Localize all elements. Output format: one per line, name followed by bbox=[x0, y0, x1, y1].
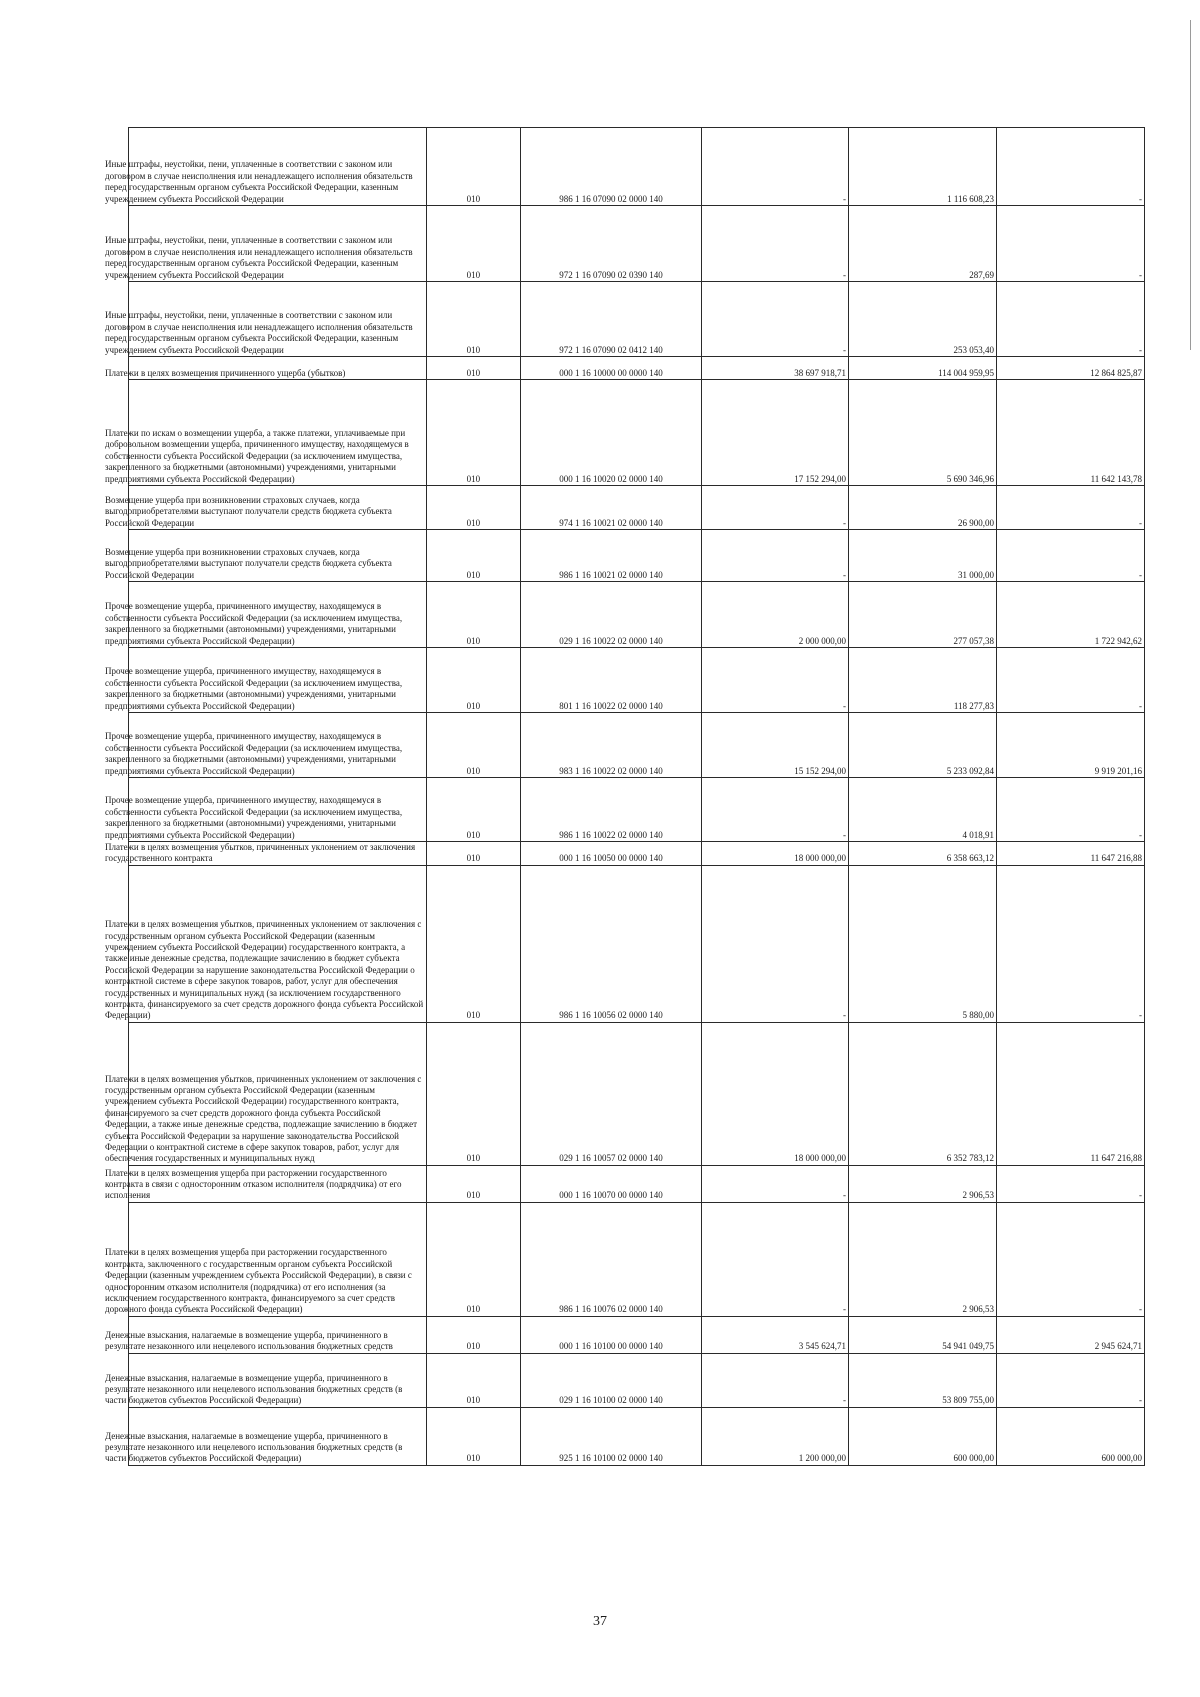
row-name-cell bbox=[105, 865, 427, 1022]
row-name-text: Платежи по искам о возмещении ущерба, а также платежи, уплачиваемые при добровольном возмещении ущерба, причиненного имуществу, находящемуся в собственности субъекта Российской Федерации (за исключением имущества, закрепленного за бюджетными (автономными) учреждениями, унитарными предприятиями субъекта Российской Федерации) bbox=[105, 427, 409, 484]
row-planned-amount-cell: - bbox=[702, 206, 849, 282]
row-planned-amount-cell: - bbox=[702, 530, 849, 582]
row-unexecuted-amount-cell: - bbox=[997, 128, 1145, 206]
table-row bbox=[129, 865, 1145, 1022]
row-name-text: Прочее возмещение ущерба, причиненного имуществу, находящемуся в собственности субъекта Российской Федерации (за исключением имущества, закрепленного за бюджетными (автономными) учреждениями, унитарными предприятиями субъекта Российской Федерации) bbox=[105, 795, 403, 840]
row-name-cell bbox=[105, 1202, 427, 1316]
row-line-code-cell: 010 bbox=[427, 1353, 521, 1407]
table-row bbox=[129, 648, 1145, 713]
row-name-cell bbox=[105, 778, 427, 842]
row-planned-amount-cell: 2 000 000,00 bbox=[702, 582, 849, 648]
row-name-cell bbox=[105, 1316, 427, 1353]
row-name-cell bbox=[105, 1353, 427, 1407]
row-line-code-cell: 010 bbox=[427, 128, 521, 206]
row-classification-code-cell: 000 1 16 10100 00 0000 140 bbox=[520, 1316, 701, 1353]
row-line-code-cell: 010 bbox=[427, 778, 521, 842]
row-name-cell bbox=[105, 380, 427, 486]
row-name-cell bbox=[105, 1165, 427, 1202]
row-name-text: Платежи в целях возмещения ущерба при расторжении государственного контракта в связи с односторонним отказом исполнителя (подрядчика) от его исполнения bbox=[105, 1167, 402, 1201]
row-executed-amount-cell: 2 906,53 bbox=[849, 1165, 997, 1202]
row-classification-code-cell: 000 1 16 10000 00 0000 140 bbox=[520, 357, 701, 380]
row-name-text: Прочее возмещение ущерба, причиненного имуществу, находящемуся в собственности субъекта Российской Федерации (за исключением имущества, закрепленного за бюджетными (автономными) учреждениями, унитарными предприятиями субъекта Российской Федерации) bbox=[105, 601, 403, 646]
table-row bbox=[129, 1165, 1145, 1202]
row-unexecuted-amount-cell: - bbox=[997, 282, 1145, 357]
row-classification-code-cell: 986 1 16 07090 02 0000 140 bbox=[520, 128, 701, 206]
row-line-code-cell: 010 bbox=[427, 486, 521, 530]
row-executed-amount-cell: 114 004 959,95 bbox=[849, 357, 997, 380]
row-unexecuted-amount-cell: - bbox=[997, 530, 1145, 582]
row-planned-amount-cell: 1 200 000,00 bbox=[702, 1407, 849, 1465]
row-planned-amount-cell: 18 000 000,00 bbox=[702, 842, 849, 866]
row-executed-amount-cell: 54 941 049,75 bbox=[849, 1316, 997, 1353]
scan-edge-mark bbox=[1190, 20, 1191, 350]
row-name-text: Иные штрафы, неустойки, пени, уплаченные в соответствии с законом или договором в случае неисполнения или ненадлежащего исполнения обязательств перед государственным органом субъекта Российской Федерации, казенным учреждением субъекта Российской Федерации bbox=[105, 159, 413, 204]
row-name-text: Иные штрафы, неустойки, пени, уплаченные в соответствии с законом или договором в случае неисполнения или ненадлежащего исполнения обязательств перед государственным органом субъекта Российской Федерации, казенным учреждением субъекта Российской Федерации bbox=[105, 235, 413, 280]
table-row bbox=[129, 842, 1145, 866]
row-classification-code-cell: 972 1 16 07090 02 0412 140 bbox=[520, 282, 701, 357]
row-name-text: Платежи в целях возмещения причиненного ущерба (убытков) bbox=[105, 367, 346, 378]
row-classification-code-cell: 925 1 16 10100 02 0000 140 bbox=[520, 1407, 701, 1465]
row-classification-code-cell: 000 1 16 10070 00 0000 140 bbox=[520, 1165, 701, 1202]
row-planned-amount-cell: - bbox=[702, 282, 849, 357]
row-name-text: Иные штрафы, неустойки, пени, уплаченные в соответствии с законом или договором в случае неисполнения или ненадлежащего исполнения обязательств перед государственным органом субъекта Российской Федерации, казенным учреждением субъекта Российской Федерации bbox=[105, 310, 413, 355]
row-classification-code-cell: 029 1 16 10100 02 0000 140 bbox=[520, 1353, 701, 1407]
row-line-code-cell: 010 bbox=[427, 648, 521, 713]
row-name-text: Возмещение ущерба при возникновении страховых случаев, когда выгодоприобретателями выступают получатели средств бюджета субъекта Российской Федерации bbox=[105, 494, 392, 528]
row-unexecuted-amount-cell: - bbox=[997, 206, 1145, 282]
row-executed-amount-cell: 5 233 092,84 bbox=[849, 713, 997, 778]
table-row bbox=[129, 486, 1145, 530]
row-line-code-cell: 010 bbox=[427, 206, 521, 282]
row-name-text: Денежные взыскания, налагаемые в возмещение ущерба, причиненного в результате незаконного или нецелевого использования бюджетных средств (в части бюджетов субъектов Российской Федерации) bbox=[105, 1430, 403, 1464]
row-classification-code-cell: 986 1 16 10056 02 0000 140 bbox=[520, 865, 701, 1022]
table-row bbox=[129, 1316, 1145, 1353]
row-line-code-cell: 010 bbox=[427, 842, 521, 866]
row-executed-amount-cell: 2 906,53 bbox=[849, 1202, 997, 1316]
table-row bbox=[129, 778, 1145, 842]
row-line-code-cell: 010 bbox=[427, 1022, 521, 1165]
row-executed-amount-cell: 26 900,00 bbox=[849, 486, 997, 530]
table-row bbox=[129, 582, 1145, 648]
row-name-text: Возмещение ущерба при возникновении страховых случаев, когда выгодоприобретателями выступают получатели средств бюджета субъекта Российской Федерации bbox=[105, 546, 392, 580]
row-unexecuted-amount-cell: - bbox=[997, 865, 1145, 1022]
row-classification-code-cell: 974 1 16 10021 02 0000 140 bbox=[520, 486, 701, 530]
row-unexecuted-amount-cell: 600 000,00 bbox=[997, 1407, 1145, 1465]
row-name-cell bbox=[105, 530, 427, 582]
row-unexecuted-amount-cell: - bbox=[997, 778, 1145, 842]
row-executed-amount-cell: 5 690 346,96 bbox=[849, 380, 997, 486]
table-row bbox=[129, 128, 1145, 206]
row-name-cell bbox=[105, 713, 427, 778]
row-line-code-cell: 010 bbox=[427, 1316, 521, 1353]
row-name-cell bbox=[105, 582, 427, 648]
row-planned-amount-cell: 18 000 000,00 bbox=[702, 1022, 849, 1165]
row-name-cell bbox=[105, 648, 427, 713]
row-name-cell bbox=[105, 357, 427, 380]
row-classification-code-cell: 000 1 16 10050 00 0000 140 bbox=[520, 842, 701, 866]
row-executed-amount-cell: 53 809 755,00 bbox=[849, 1353, 997, 1407]
table-row bbox=[129, 282, 1145, 357]
row-planned-amount-cell: - bbox=[702, 1165, 849, 1202]
row-classification-code-cell: 986 1 16 10022 02 0000 140 bbox=[520, 778, 701, 842]
row-unexecuted-amount-cell: - bbox=[997, 1353, 1145, 1407]
row-classification-code-cell: 986 1 16 10076 02 0000 140 bbox=[520, 1202, 701, 1316]
row-line-code-cell: 010 bbox=[427, 1202, 521, 1316]
row-classification-code-cell: 986 1 16 10021 02 0000 140 bbox=[520, 530, 701, 582]
row-name-cell bbox=[105, 282, 427, 357]
table-row bbox=[129, 1353, 1145, 1407]
row-planned-amount-cell: - bbox=[702, 778, 849, 842]
row-name-cell bbox=[105, 842, 427, 866]
row-executed-amount-cell: 253 053,40 bbox=[849, 282, 997, 357]
row-planned-amount-cell: - bbox=[702, 1202, 849, 1316]
row-line-code-cell: 010 bbox=[427, 380, 521, 486]
table-row bbox=[129, 713, 1145, 778]
row-line-code-cell: 010 bbox=[427, 357, 521, 380]
row-name-text: Прочее возмещение ущерба, причиненного имуществу, находящемуся в собственности субъекта Российской Федерации (за исключением имущества, закрепленного за бюджетными (автономными) учреждениями, унитарными предприятиями субъекта Российской Федерации) bbox=[105, 666, 403, 711]
row-unexecuted-amount-cell: 11 642 143,78 bbox=[997, 380, 1145, 486]
row-executed-amount-cell: 600 000,00 bbox=[849, 1407, 997, 1465]
row-unexecuted-amount-cell: 11 647 216,88 bbox=[997, 1022, 1145, 1165]
row-classification-code-cell: 000 1 16 10020 02 0000 140 bbox=[520, 380, 701, 486]
row-classification-code-cell: 801 1 16 10022 02 0000 140 bbox=[520, 648, 701, 713]
row-name-text: Денежные взыскания, налагаемые в возмещение ущерба, причиненного в результате незаконного или нецелевого использования бюджетных средств bbox=[105, 1330, 393, 1352]
row-line-code-cell: 010 bbox=[427, 713, 521, 778]
table-row bbox=[129, 1407, 1145, 1465]
row-name-cell bbox=[105, 486, 427, 530]
row-executed-amount-cell: 118 277,83 bbox=[849, 648, 997, 713]
row-planned-amount-cell: 3 545 624,71 bbox=[702, 1316, 849, 1353]
row-planned-amount-cell: 15 152 294,00 bbox=[702, 713, 849, 778]
row-planned-amount-cell: - bbox=[702, 648, 849, 713]
row-line-code-cell: 010 bbox=[427, 282, 521, 357]
row-name-cell bbox=[105, 128, 427, 206]
row-name-cell bbox=[105, 1407, 427, 1465]
row-planned-amount-cell: 38 697 918,71 bbox=[702, 357, 849, 380]
row-unexecuted-amount-cell: 2 945 624,71 bbox=[997, 1316, 1145, 1353]
row-name-text: Платежи в целях возмещения ущерба при расторжении государственного контракта, заключенного с государственным органом субъекта Российской Федерации (казенным учреждением субъекта Российской Федерации), в связи с односторонним отказом исполнителя (подрядчика) от его исполнения (за исключением государственного контракта, финансируемого за счет средств дорожного фонда субъекта Российской Федерации) bbox=[105, 1247, 412, 1315]
row-executed-amount-cell: 1 116 608,23 bbox=[849, 128, 997, 206]
row-executed-amount-cell: 6 352 783,12 bbox=[849, 1022, 997, 1165]
row-unexecuted-amount-cell: 9 919 201,16 bbox=[997, 713, 1145, 778]
row-executed-amount-cell: 5 880,00 bbox=[849, 865, 997, 1022]
row-planned-amount-cell: - bbox=[702, 865, 849, 1022]
row-executed-amount-cell: 287,69 bbox=[849, 206, 997, 282]
row-executed-amount-cell: 277 057,38 bbox=[849, 582, 997, 648]
row-executed-amount-cell: 6 358 663,12 bbox=[849, 842, 997, 866]
row-unexecuted-amount-cell: - bbox=[997, 648, 1145, 713]
row-planned-amount-cell: - bbox=[702, 486, 849, 530]
row-name-cell bbox=[105, 1022, 427, 1165]
table-row bbox=[129, 1202, 1145, 1316]
table-row bbox=[129, 380, 1145, 486]
row-line-code-cell: 010 bbox=[427, 1165, 521, 1202]
row-classification-code-cell: 983 1 16 10022 02 0000 140 bbox=[520, 713, 701, 778]
table-row bbox=[129, 1022, 1145, 1165]
row-unexecuted-amount-cell: - bbox=[997, 1165, 1145, 1202]
row-planned-amount-cell: - bbox=[702, 1353, 849, 1407]
row-line-code-cell: 010 bbox=[427, 530, 521, 582]
page-number: 37 bbox=[593, 1614, 607, 1629]
row-classification-code-cell: 029 1 16 10057 02 0000 140 bbox=[520, 1022, 701, 1165]
row-line-code-cell: 010 bbox=[427, 865, 521, 1022]
row-name-text: Платежи в целях возмещения убытков, причиненных уклонением от заключения с государственным органом субъекта Российской Федерации (казенным учреждением субъекта Российской Федерации) государственного контракта, а также иные денежные средства, подлежащие зачислению в бюджет субъекта Российской Федерации за нарушение законодательства Российской Федерации о контрактной системе в сфере закупок товаров, работ, услуг для обеспечения государственных и муниципальных нужд (за исключением государственного контракта, финансируемого за счет средств дорожного фонда субъекта Российской Федерации) bbox=[105, 919, 424, 1021]
row-executed-amount-cell: 4 018,91 bbox=[849, 778, 997, 842]
row-unexecuted-amount-cell: - bbox=[997, 486, 1145, 530]
revenue-report-table bbox=[105, 127, 1145, 1466]
row-line-code-cell: 010 bbox=[427, 1407, 521, 1465]
row-planned-amount-cell: - bbox=[702, 128, 849, 206]
row-unexecuted-amount-cell: 12 864 825,87 bbox=[997, 357, 1145, 380]
table-row bbox=[129, 530, 1145, 582]
row-name-text: Платежи в целях возмещения убытков, причиненных уклонением от заключения с государственным органом субъекта Российской Федерации (казенным учреждением субъекта Российской Федерации) государственного контракта, финансируемого за счет средств дорожного фонда субъекта Российской Федерации, а также иные денежные средства, подлежащие зачислению в бюджет субъекта Российской Федерации за нарушение законодательства Российской Федерации о контрактной системе в сфере закупок товаров, работ, услуг для обеспечения государственных и муниципальных нужд bbox=[105, 1073, 422, 1164]
row-unexecuted-amount-cell: - bbox=[997, 1202, 1145, 1316]
row-classification-code-cell: 029 1 16 10022 02 0000 140 bbox=[520, 582, 701, 648]
table-row bbox=[129, 206, 1145, 282]
row-name-text: Платежи в целях возмещения убытков, причиненных уклонением от заключения государственного контракта bbox=[105, 842, 416, 864]
row-executed-amount-cell: 31 000,00 bbox=[849, 530, 997, 582]
row-name-text: Прочее возмещение ущерба, причиненного имуществу, находящемуся в собственности субъекта Российской Федерации (за исключением имущества, закрепленного за бюджетными (автономными) учреждениями, унитарными предприятиями субъекта Российской Федерации) bbox=[105, 731, 403, 776]
row-name-cell bbox=[105, 206, 427, 282]
row-unexecuted-amount-cell: 11 647 216,88 bbox=[997, 842, 1145, 866]
row-classification-code-cell: 972 1 16 07090 02 0390 140 bbox=[520, 206, 701, 282]
row-line-code-cell: 010 bbox=[427, 582, 521, 648]
row-planned-amount-cell: 17 152 294,00 bbox=[702, 380, 849, 486]
row-name-text: Денежные взыскания, налагаемые в возмещение ущерба, причиненного в результате незаконного или нецелевого использования бюджетных средств (в части бюджетов субъектов Российской Федерации) bbox=[105, 1372, 403, 1406]
table-row bbox=[129, 357, 1145, 380]
row-unexecuted-amount-cell: 1 722 942,62 bbox=[997, 582, 1145, 648]
table-body bbox=[105, 128, 1145, 1466]
